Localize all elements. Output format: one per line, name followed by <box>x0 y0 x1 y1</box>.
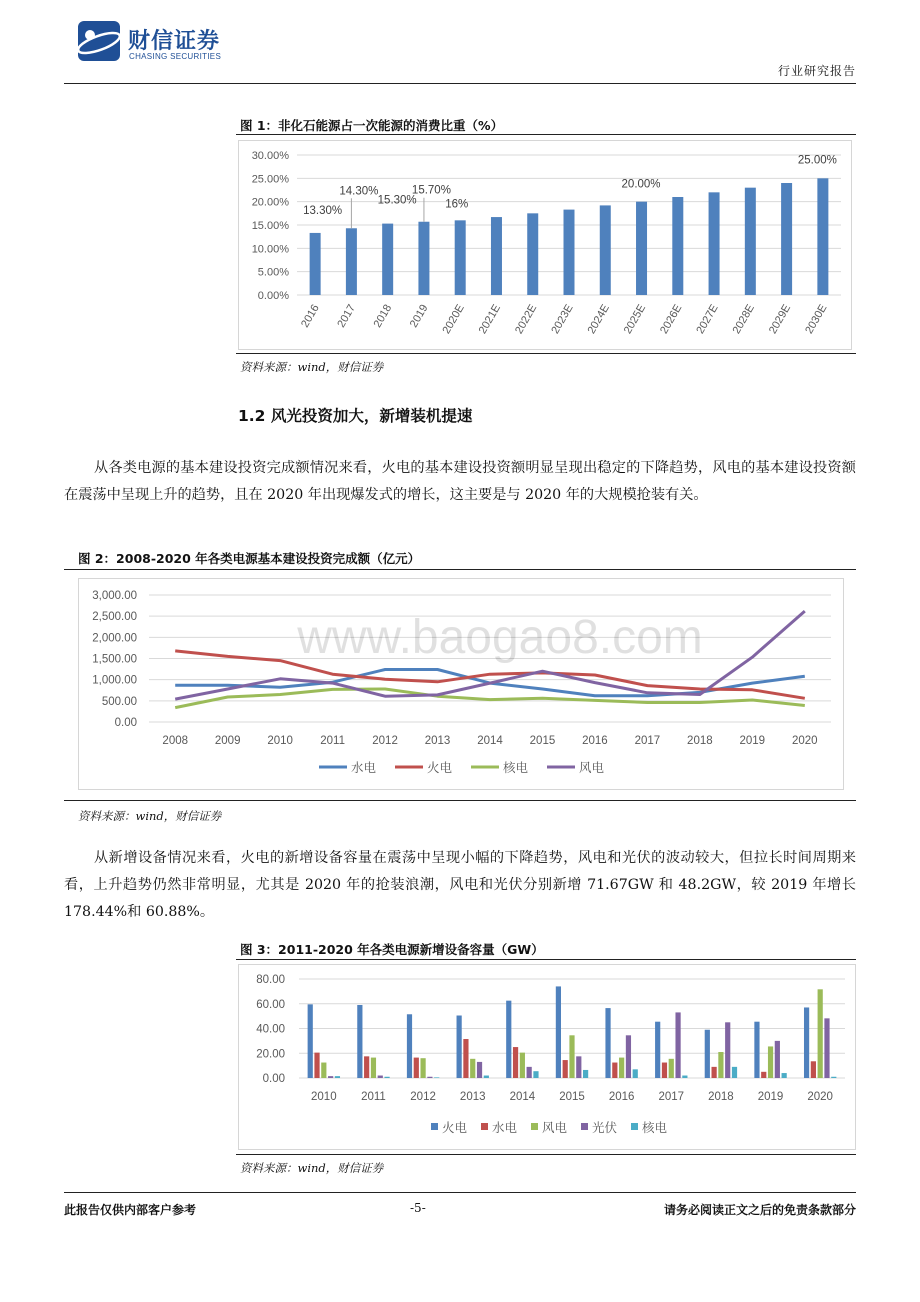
page-number: -5- <box>410 1201 426 1215</box>
bar <box>414 1058 419 1078</box>
x-tick-label: 2018 <box>687 735 713 747</box>
bar <box>569 1035 574 1078</box>
bar <box>675 1012 680 1078</box>
x-tick-label: 2016 <box>608 1091 635 1103</box>
x-tick-label: 2027E <box>694 302 721 337</box>
footer-disclaimer-left: 此报告仅供内部客户参考 <box>64 1203 197 1217</box>
x-tick-label: 2014 <box>509 1091 536 1103</box>
bar <box>418 222 429 295</box>
y-tick-label: 15.00% <box>251 220 289 232</box>
paragraph-2: 从新增设备情况来看，火电的新增设备容量在震荡中呈现小幅的下降趋势，风电和光伏的波动较大，但拉长时间周期来看，上升趋势仍然非常明显，尤其是 2020 年的抢装浪潮，风电和光伏分别新增 71.67GW 和 48.2GW，较 2019 年增长 178.44%和 60.88%。 <box>64 850 856 920</box>
paragraph-1: 从各类电源的基本建设投资完成额情况来看，火电的基本建设投资额明显呈现出稳定的下降趋势，风电的基本建设投资额在震荡中呈现上升的趋势，且在 2020 年出现爆发式的增长，这主要是与 2020 年的大规模抢装有关。 <box>64 460 856 503</box>
x-tick-label: 2019 <box>739 735 766 747</box>
figure-1-source: 资料来源：wind，财信证券 <box>240 360 384 374</box>
data-label: 16% <box>445 198 469 211</box>
bar <box>804 1007 809 1078</box>
x-tick-label: 2022E <box>513 302 540 337</box>
figure-3-chart <box>238 964 856 1150</box>
bar <box>782 1073 787 1078</box>
data-label: 14.30% <box>339 185 379 198</box>
logo-subtext: CHASING SECURITIES <box>129 52 222 61</box>
y-tick-label: 2,000.00 <box>92 632 137 645</box>
x-tick-label: 2025E <box>621 302 649 337</box>
bar <box>335 1076 340 1078</box>
y-tick-label: 30.00% <box>251 150 289 162</box>
section-heading: 1.2 风光投资加大，新增装机提速 <box>238 407 473 425</box>
y-tick-label: 20.00 <box>256 1048 285 1061</box>
figure-3-top-rule <box>236 959 856 960</box>
y-tick-label: 40.00 <box>256 1023 285 1036</box>
report-type: 行业研究报告 <box>777 64 856 78</box>
bar <box>407 1014 412 1078</box>
bar <box>754 1022 759 1078</box>
figure-3-title: 图 3：2011-2020 年各类电源新增设备容量（GW） <box>240 942 544 957</box>
bar <box>775 1041 780 1078</box>
legend-swatch <box>581 1123 588 1130</box>
x-tick-label: 2021E <box>476 302 504 337</box>
legend-label: 核电 <box>642 1121 668 1135</box>
bar <box>371 1058 376 1078</box>
bar <box>463 1039 468 1078</box>
bar <box>732 1067 737 1078</box>
figure-2-svg <box>79 579 843 789</box>
legend-label: 火电 <box>427 761 453 775</box>
x-tick-label: 2020E <box>440 302 467 337</box>
x-tick-label: 2014 <box>477 735 503 747</box>
bar <box>314 1053 319 1078</box>
bar <box>527 1067 532 1078</box>
legend-label: 风电 <box>579 761 605 775</box>
bar <box>477 1062 482 1078</box>
bar <box>612 1063 617 1078</box>
y-tick-label: 0.00 <box>114 717 137 729</box>
figure-2-title: 图 2：2008-2020 年各类电源基本建设投资完成额（亿元） <box>78 551 421 566</box>
bar <box>626 1035 631 1078</box>
bar <box>669 1059 674 1078</box>
legend-swatch <box>531 1123 538 1130</box>
y-tick-label: 3,000.00 <box>92 590 137 602</box>
bar <box>434 1077 439 1078</box>
x-tick-label: 2017 <box>634 735 661 747</box>
y-tick-label: 25.00% <box>251 173 289 186</box>
bar <box>420 1058 425 1078</box>
bar <box>672 197 683 295</box>
legend-label: 水电 <box>351 761 377 775</box>
bar <box>817 178 828 295</box>
data-label: 25.00% <box>797 154 837 167</box>
bar <box>382 224 393 295</box>
bar <box>321 1063 326 1078</box>
figure-3-bottom-rule <box>236 1154 856 1155</box>
bar <box>811 1061 816 1078</box>
bar <box>712 1067 717 1078</box>
bar <box>636 202 647 295</box>
legend-label: 光伏 <box>592 1121 618 1135</box>
bar <box>705 1030 710 1078</box>
bar <box>563 1060 568 1078</box>
legend-label: 火电 <box>442 1121 468 1135</box>
figure-2-chart <box>78 578 844 790</box>
figure-3-source: 资料来源：wind，财信证券 <box>240 1161 384 1175</box>
bar <box>357 1005 362 1078</box>
bar <box>520 1053 525 1078</box>
figure-2-top-rule <box>64 569 856 570</box>
header-divider <box>64 83 856 84</box>
x-tick-label: 2016 <box>582 735 608 747</box>
footer-disclaimer-right: 请务必阅读正文之后的免责条款部分 <box>663 1203 856 1217</box>
bar <box>427 1077 432 1078</box>
figure-1-chart <box>238 140 852 350</box>
y-tick-label: 60.00 <box>256 998 285 1011</box>
bar <box>470 1059 475 1078</box>
x-tick-label: 2017 <box>658 1091 685 1103</box>
bar <box>655 1022 660 1078</box>
bar <box>506 1001 511 1078</box>
x-tick-label: 2009 <box>214 735 241 747</box>
bar <box>619 1058 624 1078</box>
figure-1-title: 图 1：非化石能源占一次能源的消费比重（%） <box>240 118 504 133</box>
bar <box>513 1047 518 1078</box>
bar <box>484 1076 489 1078</box>
bar <box>364 1056 369 1078</box>
bar <box>831 1077 836 1078</box>
bar <box>527 213 538 295</box>
figure-1-top-rule <box>236 134 856 135</box>
legend-swatch <box>431 1123 438 1130</box>
figure-3-svg <box>239 965 855 1149</box>
x-tick-label: 2024E <box>585 302 612 337</box>
figure-2-source: 资料来源：wind，财信证券 <box>78 809 222 823</box>
bar <box>718 1052 723 1078</box>
bar <box>533 1071 538 1078</box>
x-tick-label: 2015 <box>559 1091 585 1103</box>
y-tick-label: 2,500.00 <box>92 611 137 624</box>
x-tick-label: 2012 <box>372 735 398 747</box>
bar <box>725 1022 730 1078</box>
x-tick-label: 2010 <box>311 1091 337 1103</box>
x-tick-label: 2029E <box>766 302 794 337</box>
figure-1-bottom-rule <box>236 353 856 354</box>
x-tick-label: 2010 <box>267 735 293 747</box>
bar <box>378 1076 383 1078</box>
x-tick-label: 2019 <box>407 302 431 330</box>
y-tick-label: 1,000.00 <box>92 674 137 687</box>
bar <box>328 1076 333 1078</box>
footer-divider <box>64 1192 856 1193</box>
x-tick-label: 2030E <box>803 302 830 337</box>
x-tick-label: 2008 <box>162 735 189 747</box>
bar <box>310 233 321 295</box>
logo-text: 财信证券 <box>128 29 221 54</box>
x-tick-label: 2011 <box>320 735 345 747</box>
x-tick-label: 2019 <box>757 1091 784 1103</box>
bar <box>781 183 792 295</box>
bar <box>682 1076 687 1078</box>
bar <box>491 217 502 295</box>
x-tick-label: 2020 <box>807 1091 833 1103</box>
x-tick-label: 2018 <box>371 302 395 330</box>
x-tick-label: 2018 <box>708 1091 734 1103</box>
bar <box>605 1008 610 1078</box>
bar <box>556 986 561 1078</box>
x-tick-label: 2013 <box>459 1091 486 1103</box>
bar <box>824 1018 829 1078</box>
y-tick-label: 500.00 <box>101 695 137 708</box>
bar <box>564 210 575 295</box>
bar <box>709 192 720 295</box>
y-tick-label: 20.00% <box>251 196 289 209</box>
logo-icon <box>76 19 122 63</box>
legend-swatch <box>481 1123 488 1130</box>
data-label: 20.00% <box>621 178 661 191</box>
bar <box>745 188 756 295</box>
y-tick-label: 1,500.00 <box>92 653 137 666</box>
bar <box>583 1070 588 1078</box>
bar <box>761 1072 766 1078</box>
x-tick-label: 2020 <box>791 735 818 747</box>
bar <box>346 228 357 295</box>
x-tick-label: 2028E <box>730 302 757 337</box>
bar <box>662 1063 667 1078</box>
x-tick-label: 2013 <box>424 735 451 747</box>
bar <box>633 1069 638 1078</box>
y-tick-label: 80.00 <box>256 974 285 986</box>
legend-label: 核电 <box>503 761 529 775</box>
y-tick-label: 10.00% <box>251 243 289 256</box>
x-tick-label: 2017 <box>335 302 358 330</box>
x-tick-label: 2023E <box>549 302 576 337</box>
figure-2-bottom-rule <box>64 800 856 801</box>
bar <box>384 1077 389 1078</box>
y-tick-label: 0.00% <box>257 290 289 302</box>
legend-label: 水电 <box>492 1121 518 1135</box>
bar <box>308 1004 313 1078</box>
x-tick-label: 2012 <box>410 1091 436 1103</box>
data-label: 15.30% <box>377 194 417 207</box>
y-tick-label: 5.00% <box>257 266 289 279</box>
bar <box>576 1056 581 1078</box>
legend-swatch <box>631 1123 638 1130</box>
figure-1-svg <box>239 141 851 349</box>
x-tick-label: 2026E <box>658 302 685 337</box>
data-label: 15.70% <box>411 184 451 197</box>
bar <box>457 1016 462 1078</box>
legend-label: 风电 <box>542 1121 568 1135</box>
bar <box>768 1046 773 1078</box>
y-tick-label: 0.00 <box>262 1073 285 1085</box>
bar <box>600 205 611 295</box>
bar <box>818 989 823 1078</box>
watermark-text: www.baogao8.com <box>297 611 703 664</box>
data-label: 13.30% <box>303 204 343 217</box>
bar <box>455 220 466 295</box>
x-tick-label: 2011 <box>361 1091 386 1103</box>
x-tick-label: 2015 <box>529 735 556 747</box>
x-tick-label: 2016 <box>299 302 322 330</box>
